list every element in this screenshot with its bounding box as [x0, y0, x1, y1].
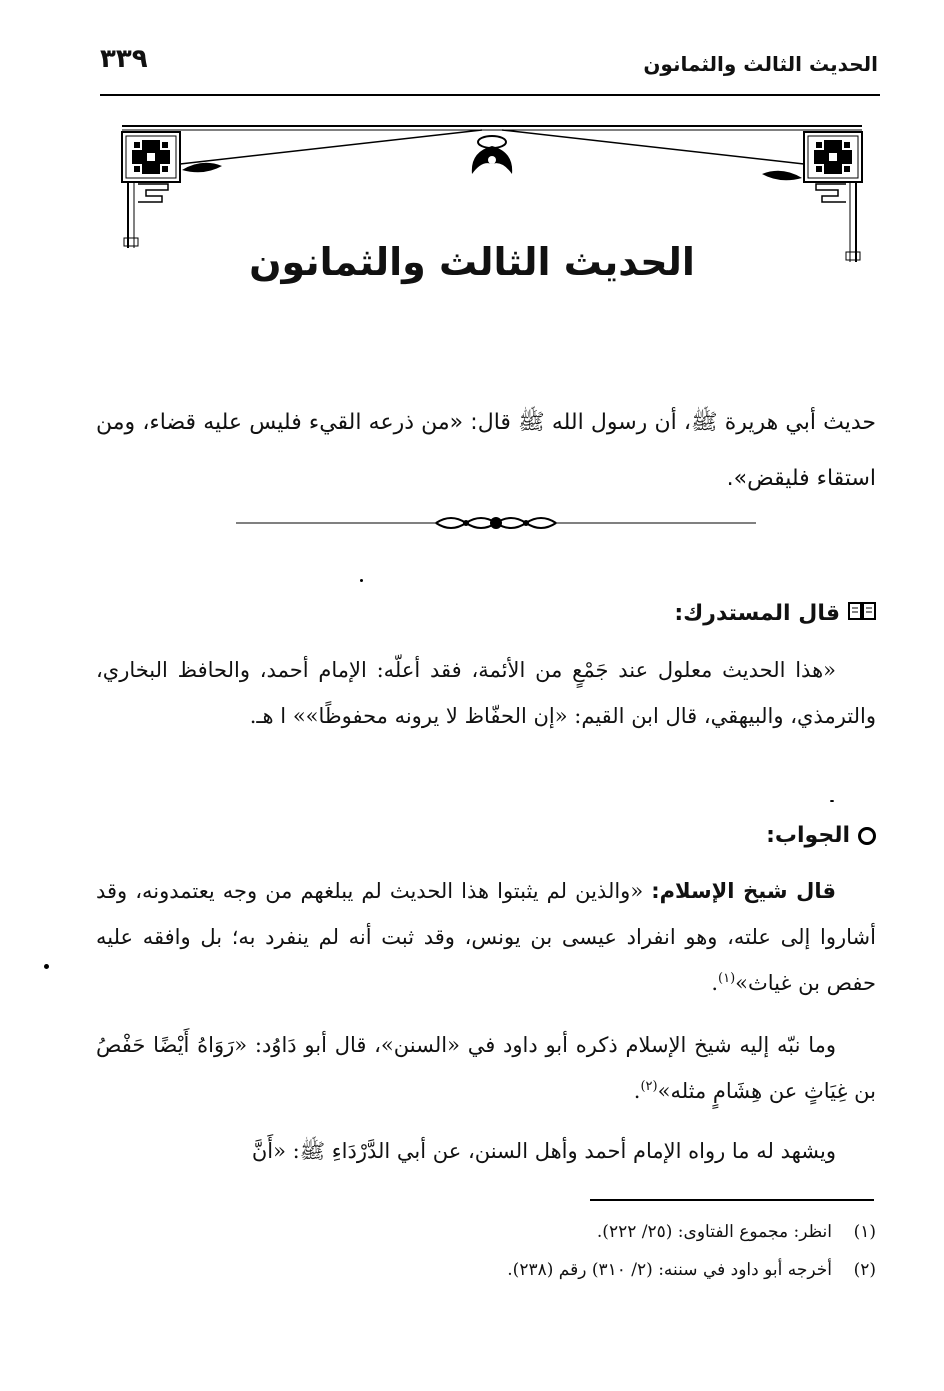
footnote-item — [96, 1213, 876, 1251]
center-ornament — [472, 136, 512, 174]
shaykh-al-islam-label: قال شيخ الإسلام: — [651, 879, 836, 903]
page-header — [100, 44, 878, 88]
answer-paragraph-1: قال شيخ الإسلام: «والذين لم يثبتوا هذا الحديث لم يبلغهم من وجه يعتمدونه، وقد أشاروا إلى علته، وهو انفراد عيسى بن يونس، وقد ثبت أنه لم ينفرد به؛ بل وافقه عليه حفص بن غياث»$^{(١)}$. — [96, 879, 876, 995]
footnote-number: (٢) — [853, 1260, 876, 1280]
running-title: الحديث الثالث والثمانون — [643, 52, 878, 76]
answer-heading — [766, 823, 876, 848]
mustadrik-quote — [96, 647, 876, 739]
page-number: ٣٣٩ — [100, 44, 148, 74]
footnote-rule — [590, 1199, 874, 1201]
answer-paragraph-1-text: «والذين لم يثبتوا هذا الحديث لم يبلغهم من وجه يعتمدونه، وقد أشاروا إلى علته، وهو انفراد عيسى بن يونس، وقد ثبت أنه لم ينفرد به؛ بل وافقه عليه حفص بن غياث» — [96, 879, 876, 995]
answer-paragraph-2-text: وما نبّه إليه شيخ الإسلام ذكره أبو داود في «السنن»، قال أبو دَاوُد: «رَوَاهُ أَيْضًا حَفْصُ بن غِيَاثٍ عن هِشَامٍ مثله» — [96, 1033, 876, 1103]
answer-paragraph-3 — [96, 1128, 876, 1174]
footnote-text: أخرجه أبو داود في سننه: (٢/ ٣١٠) رقم (٢٣٨). — [507, 1260, 832, 1280]
mustadrik-heading — [674, 601, 876, 627]
footnote-ref-2[interactable]: (٢) — [640, 1079, 658, 1094]
book-icon — [848, 601, 876, 627]
answer-paragraph-3-text: ويشهد له ما رواه الإمام أحمد وأهل السنن، عن أبي الدَّرْدَاءِ ﷺ: «أَنَّ — [251, 1139, 836, 1163]
hadith-text: حديث أبي هريرة ﷺ، أن رسول الله ﷺ قال: «من ذرعه القيء فليس عليه قضاء، ومن استقاء فليقض». — [96, 410, 876, 491]
footnote-text: انظر: مجموع الفتاوى: (٢٥/ ٢٢٢). — [596, 1222, 832, 1242]
footnote-number: (١) — [853, 1222, 876, 1242]
chapter-title: الحديث الثالث والثمانون — [249, 240, 695, 284]
footnote-ref-1[interactable]: (١) — [718, 971, 736, 986]
footnotes — [96, 1213, 876, 1289]
answer-paragraph-2: وما نبّه إليه شيخ الإسلام ذكره أبو داود في «السنن»، قال أبو دَاوُد: «رَوَاهُ أَيْضًا حَفْصُ بن غِيَاثٍ عن هِشَامٍ مثله»$^{(٢)}$. — [96, 1033, 876, 1103]
mustadrik-heading-label: قال المستدرك: — [674, 601, 840, 626]
left-corner-ornament — [122, 132, 180, 248]
ornamental-separator — [236, 508, 756, 538]
print-speck — [360, 579, 363, 582]
mustadrik-quote-text: «هذا الحديث معلول عند جَمْعٍ من الأئمة، فقد أعلّه: الإمام أحمد، والحافظ البخاري، والترمذي، والبيهقي، قال ابن القيم: «إن الحفّاظ لا يرونه محفوظًا»» ا هـ. — [96, 658, 876, 728]
print-speck — [44, 964, 49, 969]
circle-bullet-icon — [858, 827, 876, 845]
footnote-item — [96, 1251, 876, 1289]
answer-heading-label: الجواب: — [766, 823, 850, 848]
header-rule — [100, 94, 880, 96]
print-speck — [830, 800, 834, 802]
